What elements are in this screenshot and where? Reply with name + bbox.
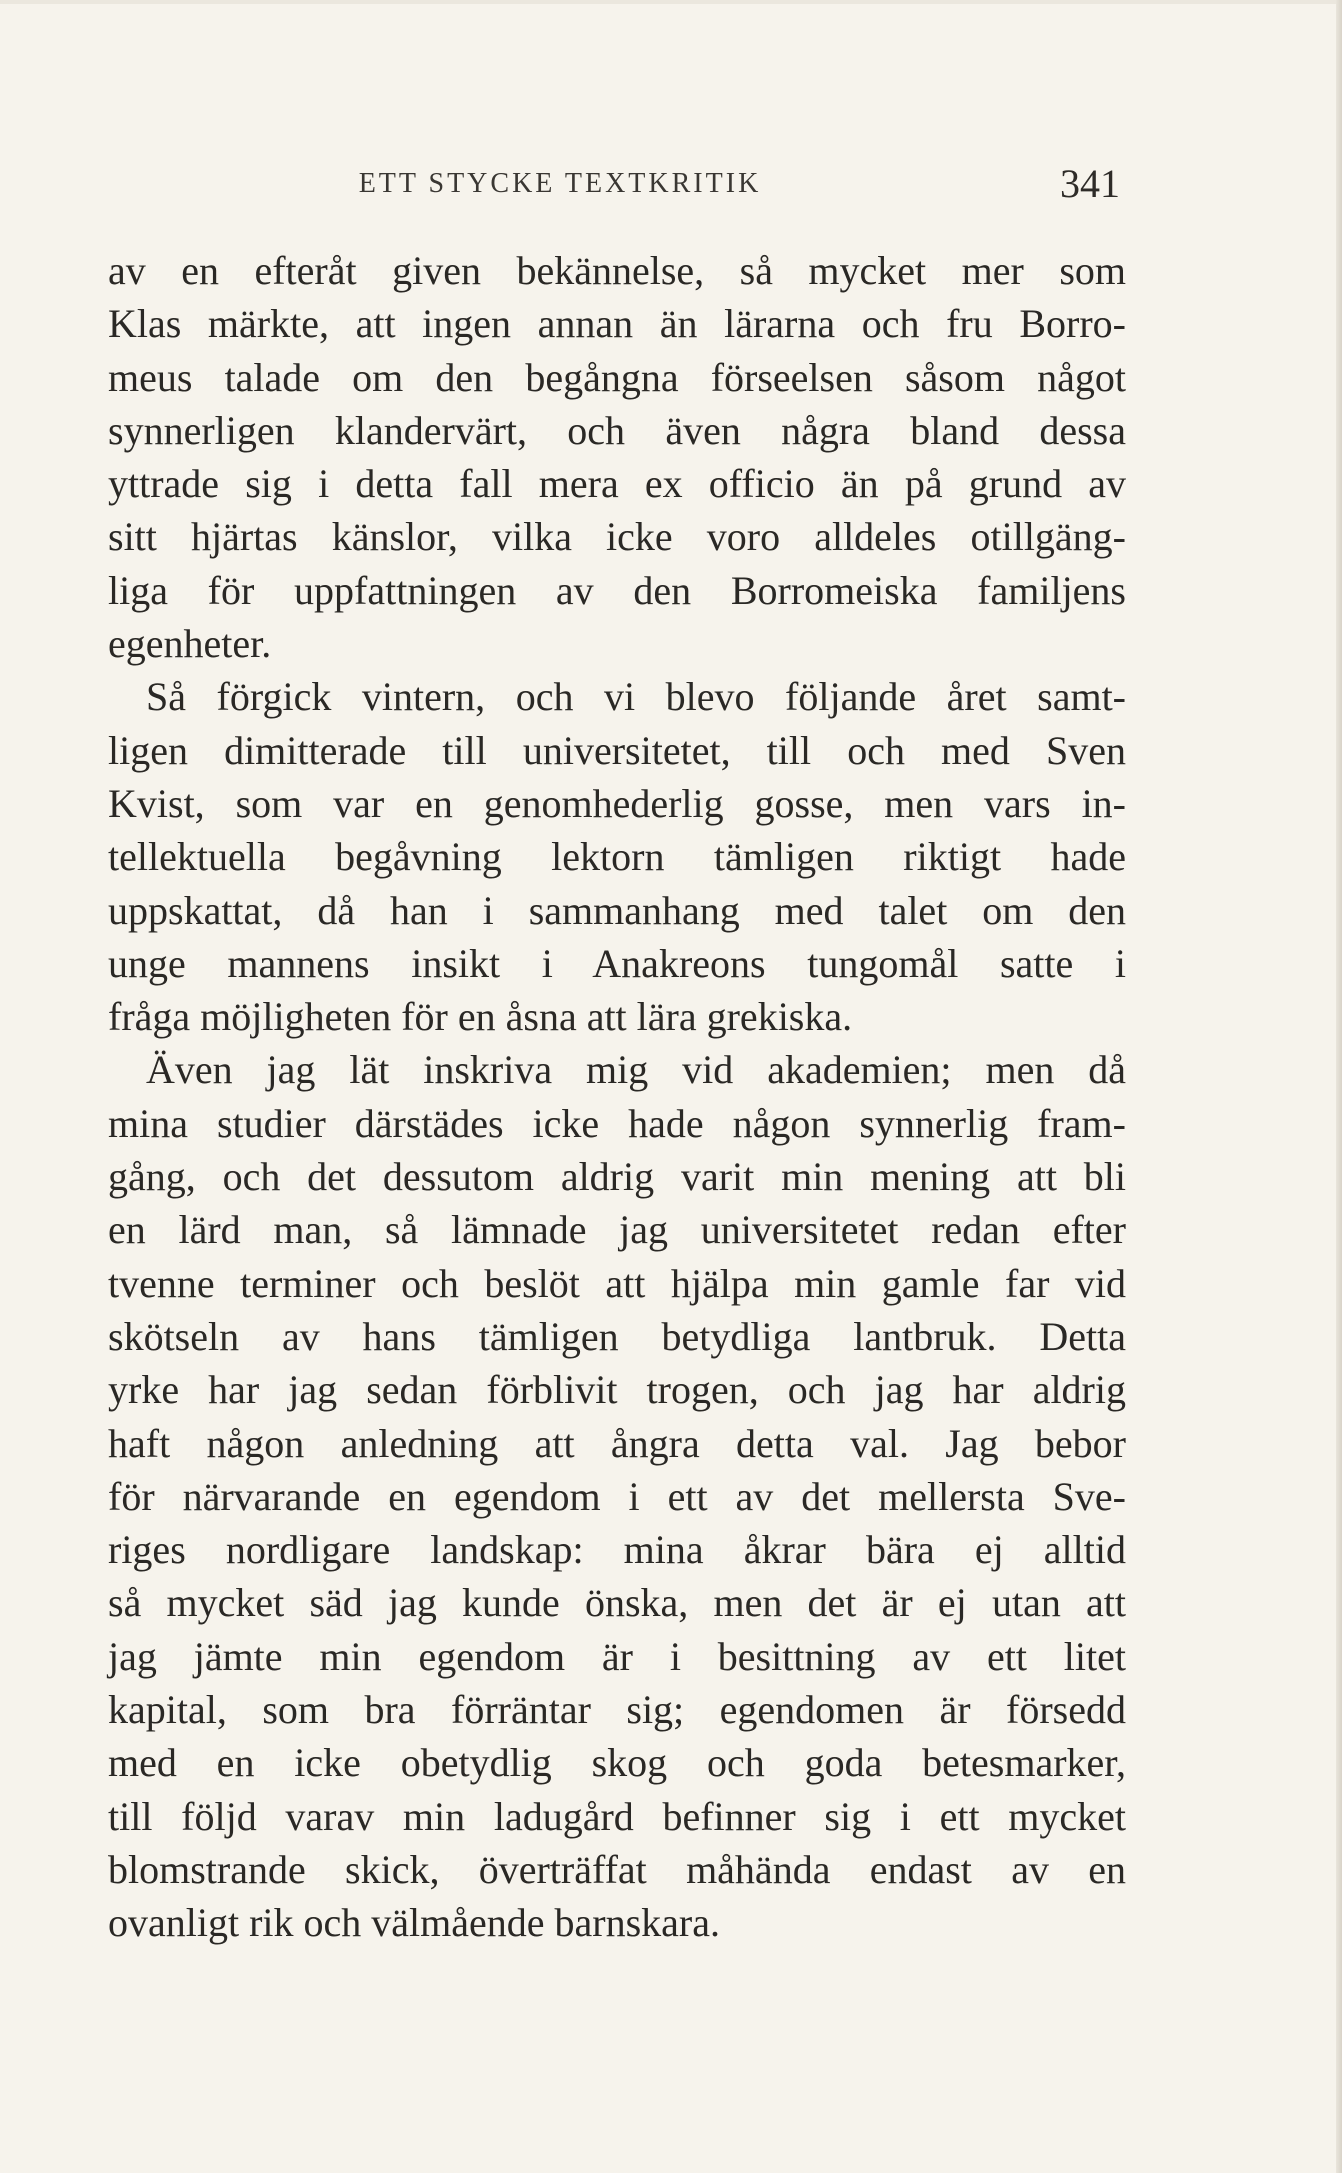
text-line: yttrade sig i detta fall mera ex officio än på grund av — [108, 461, 1126, 507]
text-line: jag jämte min egendom är i besittning av ett litet — [108, 1633, 1126, 1679]
paragraph-1 — [108, 244, 1126, 670]
text-line: Så förgick vintern, och vi blevo följande året samt- — [146, 674, 1126, 720]
text-line: fråga möjligheten för en åsna att lära grekiska. — [108, 994, 853, 1040]
text-line: Även jag lät inskriva mig vid akademien; men då — [146, 1047, 1126, 1093]
text-line: riges nordligare landskap: mina åkrar bära ej alltid — [108, 1527, 1126, 1573]
text-line: till följd varav min ladugård befinner sig i ett mycket — [108, 1793, 1126, 1839]
body-text — [108, 244, 1126, 1950]
text-line: Klas märkte, att ingen annan än lärarna och fru Borro- — [108, 301, 1126, 347]
text-line: ovanligt rik och välmående barnskara. — [108, 1900, 720, 1946]
text-line: gång, och det dessutom aldrig varit min mening att bli — [108, 1154, 1126, 1200]
page-number: 341 — [1060, 161, 1120, 206]
text-line: yrke har jag sedan förblivit trogen, och jag har aldrig — [108, 1367, 1126, 1413]
text-line: av en efteråt given bekännelse, så mycket mer som — [108, 248, 1126, 293]
text-line: synnerligen klandervärt, och även några bland dessa — [108, 407, 1126, 453]
text-line: liga för uppfattningen av den Borromeiska familjens — [108, 567, 1126, 613]
text-line: mina studier därstädes icke hade någon synnerlig fram- — [108, 1100, 1126, 1146]
text-line: tellektuella begåvning lektorn tämligen riktigt hade — [108, 834, 1126, 880]
text-line: Kvist, som var en genomhederlig gosse, men vars in- — [108, 780, 1126, 826]
running-title: ETT STYCKE TEXTKRITIK — [358, 168, 762, 199]
paragraph-2 — [108, 670, 1126, 1043]
text-line: så mycket säd jag kunde önska, men det är ej utan att — [108, 1580, 1126, 1626]
text-line: skötseln av hans tämligen betydliga lantbruk. Detta — [108, 1313, 1126, 1359]
running-header — [0, 160, 1342, 210]
text-line: unge mannens insikt i Anakreons tungomål satte i — [108, 940, 1126, 986]
text-line: haft någon anledning att ångra detta val. Jag bebor — [108, 1420, 1126, 1466]
text-line: tvenne terminer och beslöt att hjälpa min gamle far vid — [108, 1260, 1126, 1306]
text-line: med en icke obetydlig skog och goda betesmarker, — [108, 1740, 1126, 1786]
text-line: kapital, som bra förräntar sig; egendomen är försedd — [108, 1687, 1126, 1733]
page-right-edge — [1336, 0, 1342, 2173]
text-line: en lärd man, så lämnade jag universitetet redan efter — [108, 1207, 1126, 1253]
text-line: meus talade om den begångna förseelsen såsom något — [108, 354, 1126, 400]
page-top-edge — [0, 0, 1342, 4]
text-line: egenheter. — [108, 621, 272, 667]
text-line: uppskattat, då han i sammanhang med talet om den — [108, 887, 1126, 933]
text-line: ligen dimitterade till universitetet, till och med Sven — [108, 727, 1126, 773]
paragraph-3 — [108, 1043, 1126, 1949]
text-line: för närvarande en egendom i ett av det mellersta Sve- — [108, 1473, 1126, 1519]
text-line: blomstrande skick, överträffat måhända endast av en — [108, 1846, 1126, 1892]
text-line: sitt hjärtas känslor, vilka icke voro alldeles otillgäng- — [108, 514, 1126, 560]
